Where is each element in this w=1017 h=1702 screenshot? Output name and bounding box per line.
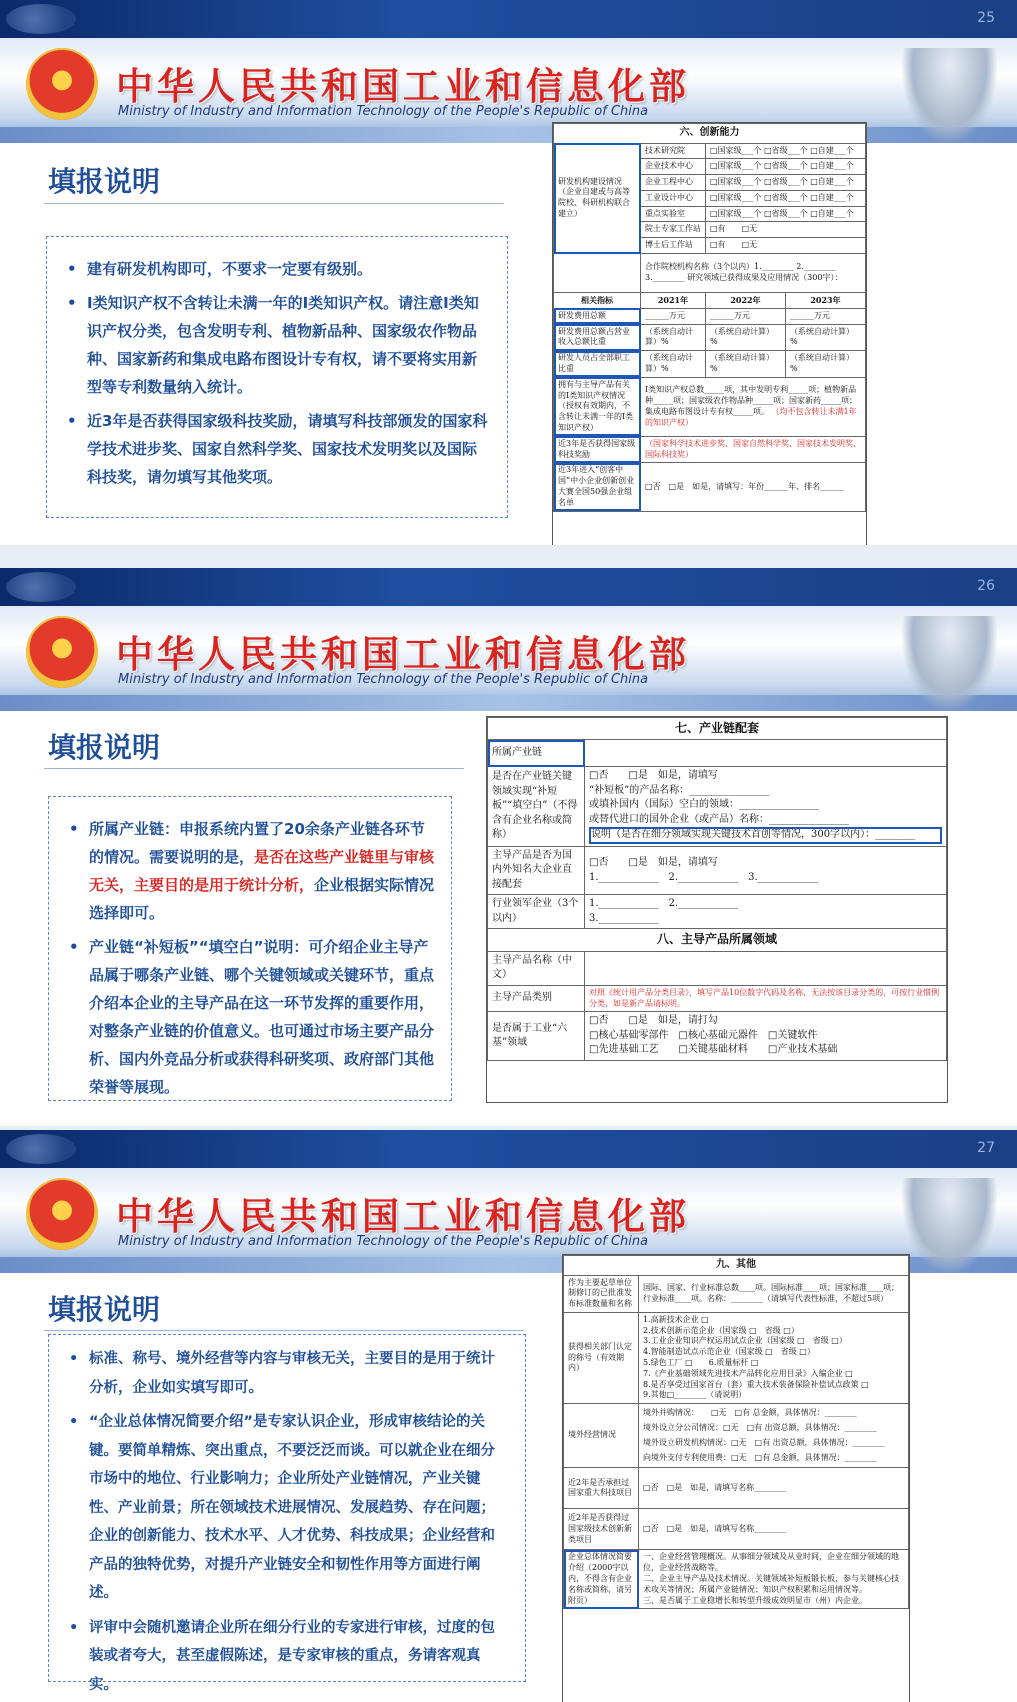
slide-25 xyxy=(0,0,1017,545)
award-note: （国家科学技术进步奖、国家自然科学奖、国家技术发明奖、国际科技奖） xyxy=(641,436,866,463)
honor-line: 7.《产业基础领域先进技术产品转化应用目录》入编企业 □ xyxy=(643,1368,853,1378)
section-heading: 填报说明 xyxy=(48,731,161,764)
fill-line-highlight: 说明（是否在细分领域实现关键技术首创等情况，300字以内）：________ xyxy=(589,827,942,844)
chain-label: 所属产业链 xyxy=(488,740,585,767)
honor-line: 8.是否享受过国家首台（套）重大技术装备保险补偿试点政策 □ xyxy=(643,1379,869,1389)
note-item: • 标准、称号、境外经营等内容与审核无关，主要目的是用于统计分析，企业如实填写即可。 xyxy=(67,1345,509,1402)
ip-text: I类知识产权总数_____项，其中发明专利_____项；植物新品种_____项；国家级农作物品种_____项；国家新药_____项；集成电路布图设计专有权_____项。 xyxy=(645,385,857,416)
indicator-cell: （系统自动计算）% xyxy=(706,351,786,378)
coop-text: 合作院校机构名称（3个以内）1.________ 2.________ 3.________ 研究领域已获得成果及应用情况（300字）： xyxy=(641,254,866,293)
rnd-label: 研发机构建设情况（企业自建或与高等院校、科研机构联合建立） xyxy=(554,143,641,254)
honor-line: 5.绿色工厂 □ 6.质量标杆 □ xyxy=(643,1358,759,1368)
huabiao-pillar-icon xyxy=(902,616,997,711)
honor-line: 3.工业企业知识产权运用试点企业（国家级 □ 省级 □） xyxy=(643,1336,847,1346)
cat-label: 主导产品类别 xyxy=(488,985,585,1012)
leader-line: 1.____________ 2.____________ xyxy=(589,898,739,910)
fill-line: “补短板”的产品名称：________________ xyxy=(589,784,770,796)
globe-icon xyxy=(6,1134,76,1164)
ministry-name-en: Ministry of Industry and Information Technology of the People's Republic of China xyxy=(118,1234,649,1249)
indicator-cell: ______万元 xyxy=(706,308,786,324)
rnd-options: □有 □无 xyxy=(706,222,866,238)
page-number: 27 xyxy=(977,1140,995,1156)
honor-line: 1.高新技术企业 □ xyxy=(643,1314,709,1324)
page-number: 25 xyxy=(977,10,995,26)
ministry-name-cn: 中华人民共和国工业和信息化部 xyxy=(116,632,690,676)
indicator-label: 研发费用总额占营业收入总额比重 xyxy=(554,324,641,351)
fill-line: □否 □是 如是，请填写 xyxy=(589,770,718,782)
basic-line: □核心基础零部件 □核心基础元器件 □关键软件 xyxy=(589,1029,818,1041)
fill-label: 是否在产业链关键领域实现“补短板”“填空白”（不得含有企业名称或简称） xyxy=(488,767,585,847)
form-title: 七、产业链配套 xyxy=(488,718,947,740)
rnd-options: □国家级___个 □省级___个 □自建___个 xyxy=(706,206,866,222)
honor-line: 9.其他□________（请说明） xyxy=(643,1390,747,1400)
intro-label: 企业总体情况简要介绍（2000字以内，不得含有企业名称或简称，请另附页） xyxy=(564,1550,639,1609)
slide-top-strip xyxy=(0,568,1017,606)
cat-note: 对照《统计用产品分类目录》，填写产品10位数字代码及名称，无法按该目录分类的，可按行业惯例分类，如是新产品请标明。 xyxy=(585,985,947,1012)
indicator-cell: （系统自动计算）% xyxy=(785,324,865,351)
note-item: • I类知识产权不含转让未满一年的I类知识产权。请注意I类知识产权分类，包含发明专利、植物新品种、国家级农作物品种、国家新药和集成电路布图设计专有权，请不要将实用新型等专利数量纳入统计。 xyxy=(65,289,491,401)
slide-top-strip xyxy=(0,1130,1017,1168)
basic-line: □先进基础工艺 □关键基础材料 □产业技术基础 xyxy=(589,1044,838,1056)
note-text: 产业链“补短板”“填空白”说明：可介绍企业主导产品属于哪条产业链、哪个关键领域或关键环节，重点介绍本企业的主导产品在这一环节发挥的重要作用，对整条产业链的价值意义。也可通过市场主要产品分析、国内外竞品分析或获得科研奖项、政府部门其他荣誉等展现。 xyxy=(89,938,435,1096)
indicator-cell: ______万元 xyxy=(785,308,865,324)
prod-label: 主导产品名称（中文） xyxy=(488,951,585,985)
note-item: • 评审中会随机邀请企业所在细分行业的专家进行审核，过度的包装或者夸大，甚至虚假陈述，是专家审核的重点，务请客观真实。 xyxy=(67,1614,509,1700)
year-header: 2022年 xyxy=(706,293,786,309)
overseas-label: 境外经营情况 xyxy=(564,1404,639,1468)
ministry-name-cn: 中华人民共和国工业和信息化部 xyxy=(116,64,690,108)
rnd-name: 技术研究院 xyxy=(641,143,706,159)
overseas-line: 境外并购情况： □无 □有 总金额，具体情况：________ xyxy=(643,1408,857,1418)
overseas-line: 境外设立分公司情况：□无 □有 出资总额，具体情况：________ xyxy=(643,1423,877,1433)
form-title: 八、主导产品所属领域 xyxy=(488,929,947,951)
heading-divider xyxy=(44,203,504,204)
huabiao-pillar-icon xyxy=(902,1178,997,1273)
note-item xyxy=(67,815,435,927)
indicator-label: 研发费用总额 xyxy=(554,308,641,324)
std-text: 国际、国家、行业标准总数____项。国际标准____项；国家标准____项；行业标准____项。名称：________（请填写代表性标准，不超过5项） xyxy=(639,1275,909,1312)
notes-box xyxy=(48,1334,526,1693)
note-text: 企业根据实际情况选择即可。 xyxy=(89,876,435,922)
slide-top-strip xyxy=(0,0,1017,38)
basic-label: 是否属于工业“六基”领域 xyxy=(488,1012,585,1061)
match-line: 1.____________ 2.____________ 3.____________ xyxy=(589,871,818,883)
indicator-header: 相关指标 xyxy=(554,293,641,309)
ministry-name-cn: 中华人民共和国工业和信息化部 xyxy=(116,1194,690,1238)
indicator-cell: （系统自动计算）% xyxy=(706,324,786,351)
match-line: □否 □是 如是，请填写 xyxy=(589,857,718,869)
indicator-cell: ______万元 xyxy=(641,308,706,324)
national-emblem-icon xyxy=(26,1178,98,1250)
major-text: □否 □是 如是，请填写名称________ xyxy=(639,1468,909,1509)
fill-line: 或替代进口的国外企业（或产品）名称：________________ xyxy=(589,813,849,825)
form-industry-chain xyxy=(486,716,948,1103)
intro-line: 二、企业主导产品及技术情况。关键领域补短板锻长板，参与关键核心技术攻关等情况；所属产业链情况；知识产权积累和运用情况等。 xyxy=(643,1574,899,1594)
note-item: • 建有研发机构即可，不要求一定要有级别。 xyxy=(65,255,491,283)
heading-divider xyxy=(44,1330,524,1331)
basic-line: □否 □是 如是，请打勾 xyxy=(589,1015,718,1027)
ministry-name-en: Ministry of Industry and Information Technology of the People's Republic of China xyxy=(118,672,649,687)
rnd-options: □国家级___个 □省级___个 □自建___个 xyxy=(706,190,866,206)
note-text: 所属产业链：申报系统内置了20余条产业链各环节的情况。需要说明的是， xyxy=(89,820,425,866)
notes-box xyxy=(46,236,508,518)
section-heading: 填报说明 xyxy=(48,165,161,198)
globe-icon xyxy=(6,572,76,602)
rnd-name: 工业设计中心 xyxy=(641,190,706,206)
match-label: 主导产品是否为国内外知名大企业直接配套 xyxy=(488,846,585,895)
indicator-cell: （系统自动计算）% xyxy=(785,351,865,378)
globe-icon xyxy=(6,4,76,34)
rnd-options: □国家级___个 □省级___个 □自建___个 xyxy=(706,143,866,159)
form-title: 六、创新能力 xyxy=(554,124,866,144)
form-innovation xyxy=(552,122,867,545)
major-label: 近2年是否承担过国家重大科技项目 xyxy=(564,1468,639,1509)
national-emblem-icon xyxy=(26,48,98,120)
contest-text: □否 □是 如是，请填写：年份______年、排名______ xyxy=(641,463,866,511)
note-item xyxy=(67,933,435,1101)
ip-label: 拥有与主导产品有关的I类知识产权情况（授权有效期内，不含转让未满一年的I类知识产权） xyxy=(554,377,641,436)
page-number: 26 xyxy=(977,578,995,594)
rnd-name: 重点实验室 xyxy=(641,206,706,222)
intro-line: 一、企业经营管理概况。从事细分领域及从业时间，企业在细分领域的地位，企业经营战略等。 xyxy=(643,1552,899,1573)
heading-divider xyxy=(44,768,464,769)
year-header: 2023年 xyxy=(785,293,865,309)
year-header: 2021年 xyxy=(641,293,706,309)
std-label: 作为主要起草单位制修订的已批准发布标准数量和名称 xyxy=(564,1275,639,1312)
note-item: • 近3年是否获得国家级科技奖励，请填写科技部颁发的国家科学技术进步奖、国家自然科学奖、国家技术发明奖以及国际科技奖，请勿填写其他奖项。 xyxy=(65,407,491,491)
product-text: □否 □是 如是，请填写名称________ xyxy=(639,1509,909,1550)
indicator-label: 研发人员占全部职工比重 xyxy=(554,351,641,378)
leader-label: 行业领军企业（3个以内） xyxy=(488,895,585,929)
contest-label: 近3年进入“创客中国”中小企业创新创业大赛全国50强企业组名单 xyxy=(554,463,641,511)
fill-line: 或填补国内（国际）空白的领域：________________ xyxy=(589,799,819,811)
intro-line: 三、是否属于工业稳增长和转型升级成效明显市（州）内企业。 xyxy=(643,1595,867,1605)
slide-27 xyxy=(0,1130,1017,1702)
rnd-name: 博士后工作站 xyxy=(641,238,706,254)
slide-26 xyxy=(0,568,1017,1126)
leader-line: 3.____________ xyxy=(589,912,659,924)
rnd-name: 企业技术中心 xyxy=(641,159,706,175)
honor-line: 2.技术创新示范企业（国家级 □ 省级 □） xyxy=(643,1325,799,1335)
rnd-name: 企业工程中心 xyxy=(641,175,706,191)
ministry-name-en: Ministry of Industry and Information Technology of the People's Republic of China xyxy=(118,104,649,119)
rnd-name: 院士专家工作站 xyxy=(641,222,706,238)
indicator-cell: （系统自动计算）% xyxy=(641,324,706,351)
ip-note: （均不包含转让未满1年的知识产权） xyxy=(645,406,857,427)
section-heading: 填报说明 xyxy=(48,1293,161,1326)
overseas-line: 向境外支付专利使用费：□无 □有 总金额，具体情况：________ xyxy=(643,1452,877,1462)
award-label: 近3年是否获得国家级科技奖励 xyxy=(554,436,641,463)
overseas-line: 境外设立研发机构情况：□无 □有 出资总额，具体情况：________ xyxy=(643,1437,885,1447)
product-label: 近2年是否获得过国家级技术创新新类项目 xyxy=(564,1509,639,1550)
honor-label: 获得相关部门认定的称号（有效期内） xyxy=(564,1312,639,1403)
indicator-cell: （系统自动计算）% xyxy=(641,351,706,378)
huabiao-pillar-icon xyxy=(902,48,997,143)
national-emblem-icon xyxy=(26,616,98,688)
note-highlight: 是否在这些产业链里与审核无关，主要目的是用于统计分析， xyxy=(89,848,435,894)
rnd-options: □国家级___个 □省级___个 □自建___个 xyxy=(706,175,866,191)
rnd-options: □国家级___个 □省级___个 □自建___个 xyxy=(706,159,866,175)
honor-line: 4.智能制造试点示范企业（国家级 □ 省级 □） xyxy=(643,1347,815,1357)
note-item: • “企业总体情况简要介绍”是专家认识企业，形成审核结论的关键。要简单精炼、突出重点，不要泛泛而谈。可以就企业在细分市场中的地位、行业影响力；企业所处产业链情况，产业关键性、产业前景；所在领域技术进展情况、发展趋势、存在问题；企业的创新能力、技术水平、人才优势、科技成果；企业经营和产品的独特优势，对提升产业链安全和韧性作用等方面进行阐述。 xyxy=(67,1408,509,1608)
rnd-options: □有 □无 xyxy=(706,238,866,254)
form-other xyxy=(562,1254,910,1702)
notes-box xyxy=(48,796,452,1101)
form-title: 九、其他 xyxy=(564,1256,909,1276)
